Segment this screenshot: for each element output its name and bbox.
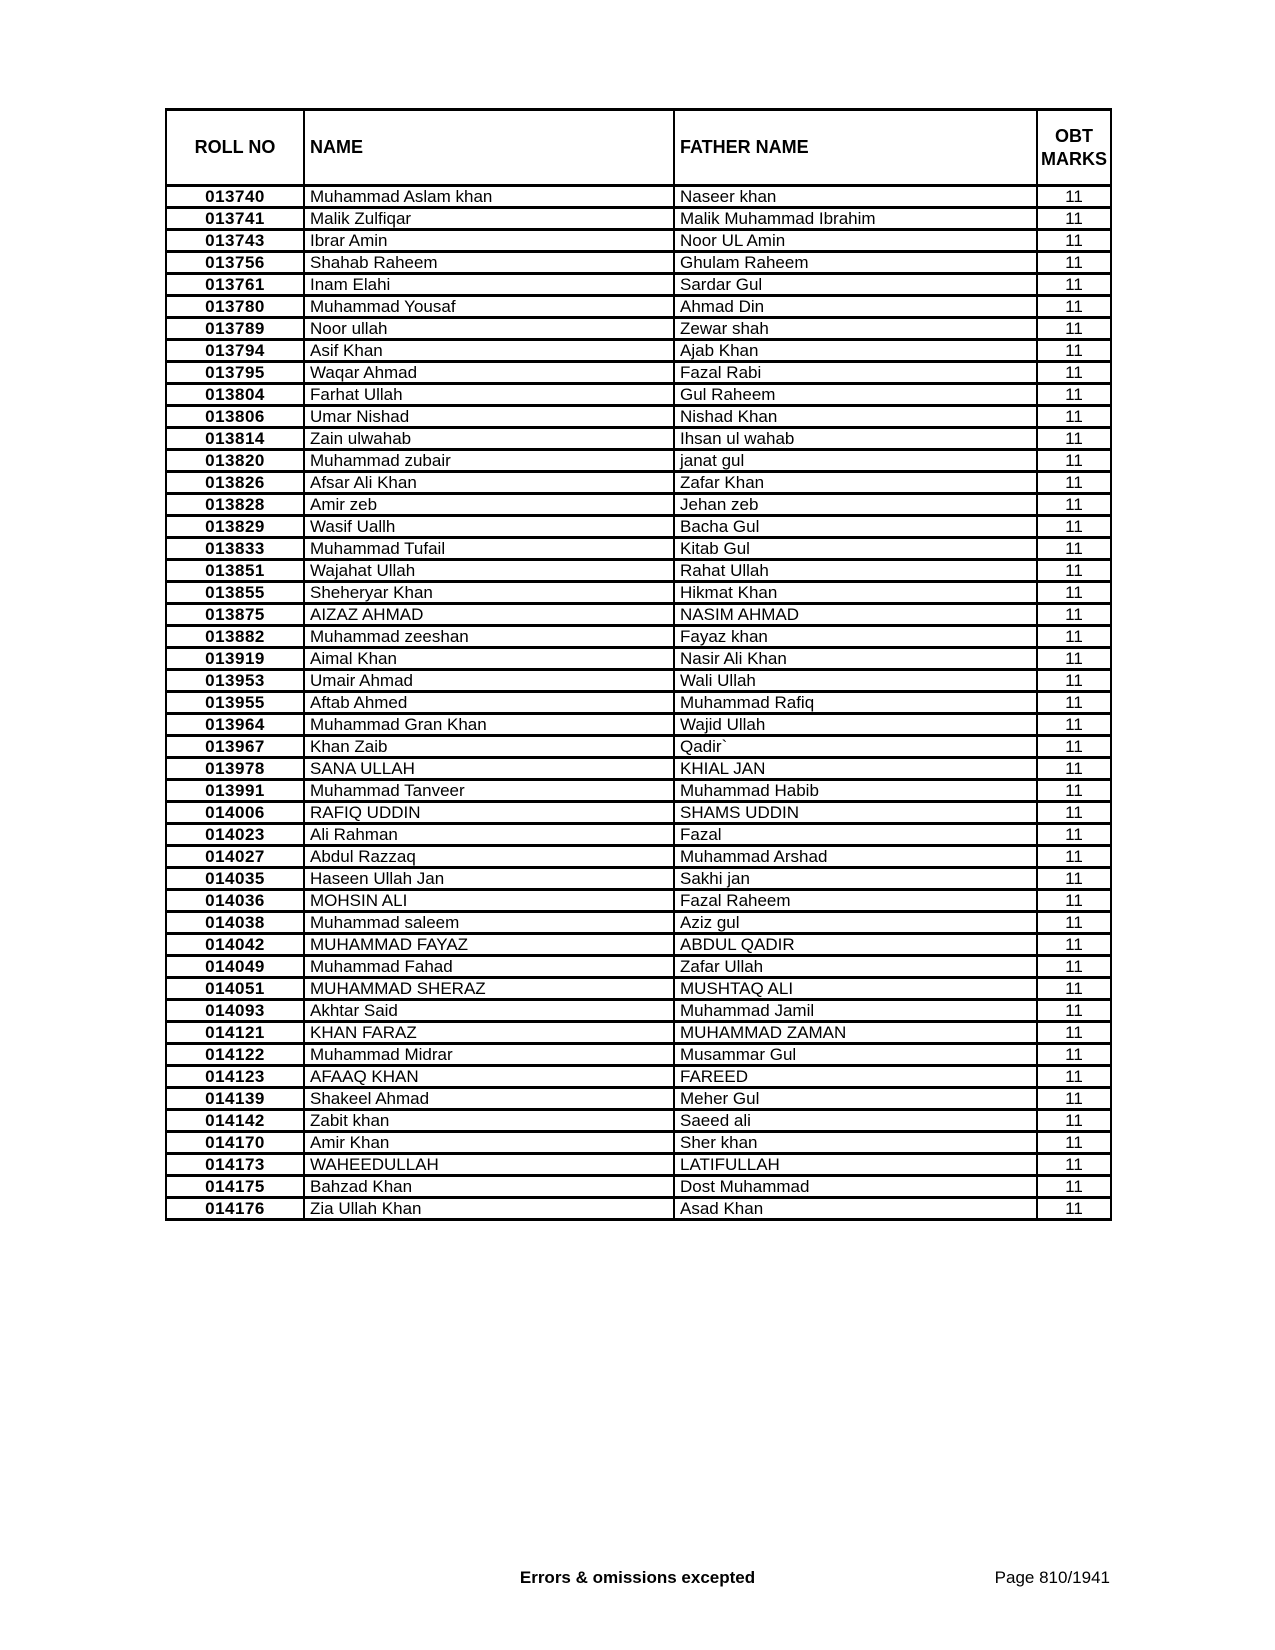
father-name-cell: KHIAL JAN	[674, 758, 1037, 780]
father-name-cell: Qadir`	[674, 736, 1037, 758]
roll-no-cell: 013953	[166, 670, 304, 692]
header-obt-marks-line2: MARKS	[1041, 148, 1107, 169]
name-cell: Muhammad Fahad	[304, 956, 674, 978]
name-cell: MUHAMMAD SHERAZ	[304, 978, 674, 1000]
table-row	[166, 912, 1111, 934]
table-row	[166, 230, 1111, 252]
name-cell: AFAAQ KHAN	[304, 1066, 674, 1088]
obt-marks-cell: 11	[1037, 428, 1111, 450]
obt-marks-cell: 11	[1037, 780, 1111, 802]
roll-no-cell: 014123	[166, 1066, 304, 1088]
obt-marks-cell: 11	[1037, 362, 1111, 384]
table-header-row	[166, 110, 1111, 186]
obt-marks-cell: 11	[1037, 1022, 1111, 1044]
table-row	[166, 714, 1111, 736]
footer-note: Errors & omissions excepted	[519, 1568, 756, 1587]
father-name-cell: janat gul	[674, 450, 1037, 472]
table-row	[166, 274, 1111, 296]
obt-marks-cell: 11	[1037, 824, 1111, 846]
table-row	[166, 362, 1111, 384]
father-name-cell: Muhammad Arshad	[674, 846, 1037, 868]
name-cell: MUHAMMAD FAYAZ	[304, 934, 674, 956]
father-name-cell: Fayaz khan	[674, 626, 1037, 648]
name-cell: Shahab Raheem	[304, 252, 674, 274]
name-cell: Amir zeb	[304, 494, 674, 516]
roll-no-cell: 013851	[166, 560, 304, 582]
name-cell: AIZAZ AHMAD	[304, 604, 674, 626]
roll-no-cell: 014036	[166, 890, 304, 912]
obt-marks-cell: 11	[1037, 648, 1111, 670]
father-name-cell: Sakhi jan	[674, 868, 1037, 890]
roll-no-cell: 014121	[166, 1022, 304, 1044]
roll-no-cell: 013828	[166, 494, 304, 516]
obt-marks-cell: 11	[1037, 274, 1111, 296]
roll-no-cell: 013789	[166, 318, 304, 340]
obt-marks-cell: 11	[1037, 560, 1111, 582]
obt-marks-cell: 11	[1037, 1066, 1111, 1088]
roll-no-cell: 013761	[166, 274, 304, 296]
name-cell: Amir Khan	[304, 1132, 674, 1154]
obt-marks-cell: 11	[1037, 318, 1111, 340]
roll-no-cell: 013855	[166, 582, 304, 604]
roll-no-cell: 014035	[166, 868, 304, 890]
father-name-cell: Sher khan	[674, 1132, 1037, 1154]
obt-marks-cell: 11	[1037, 494, 1111, 516]
name-cell: Muhammad Tanveer	[304, 780, 674, 802]
table-row	[166, 868, 1111, 890]
header-roll-no: ROLL NO	[166, 110, 304, 186]
table-row	[166, 1000, 1111, 1022]
roll-no-cell: 013875	[166, 604, 304, 626]
obt-marks-cell: 11	[1037, 230, 1111, 252]
table-row	[166, 450, 1111, 472]
roll-no-cell: 013967	[166, 736, 304, 758]
name-cell: Bahzad Khan	[304, 1176, 674, 1198]
father-name-cell: Dost Muhammad	[674, 1176, 1037, 1198]
table-row	[166, 516, 1111, 538]
roll-no-cell: 013741	[166, 208, 304, 230]
obt-marks-cell: 11	[1037, 626, 1111, 648]
header-name: NAME	[304, 110, 674, 186]
father-name-cell: Gul Raheem	[674, 384, 1037, 406]
father-name-cell: LATIFULLAH	[674, 1154, 1037, 1176]
header-father-name: FATHER NAME	[674, 110, 1037, 186]
name-cell: Aftab Ahmed	[304, 692, 674, 714]
roll-no-cell: 013919	[166, 648, 304, 670]
name-cell: Noor ullah	[304, 318, 674, 340]
name-cell: Umar Nishad	[304, 406, 674, 428]
name-cell: Zabit khan	[304, 1110, 674, 1132]
name-cell: Inam Elahi	[304, 274, 674, 296]
roll-no-cell: 013740	[166, 186, 304, 208]
name-cell: WAHEEDULLAH	[304, 1154, 674, 1176]
name-cell: Khan Zaib	[304, 736, 674, 758]
table-row	[166, 802, 1111, 824]
father-name-cell: Zewar shah	[674, 318, 1037, 340]
father-name-cell: Wali Ullah	[674, 670, 1037, 692]
name-cell: Muhammad Yousaf	[304, 296, 674, 318]
obt-marks-cell: 11	[1037, 538, 1111, 560]
table-row	[166, 648, 1111, 670]
table-row	[166, 890, 1111, 912]
name-cell: Wajahat Ullah	[304, 560, 674, 582]
father-name-cell: Naseer khan	[674, 186, 1037, 208]
father-name-cell: Muhammad Rafiq	[674, 692, 1037, 714]
father-name-cell: Malik Muhammad Ibrahim	[674, 208, 1037, 230]
father-name-cell: MUSHTAQ ALI	[674, 978, 1037, 1000]
obt-marks-cell: 11	[1037, 1044, 1111, 1066]
table-row	[166, 1110, 1111, 1132]
name-cell: Muhammad saleem	[304, 912, 674, 934]
obt-marks-cell: 11	[1037, 1000, 1111, 1022]
father-name-cell: Nishad Khan	[674, 406, 1037, 428]
father-name-cell: Nasir Ali Khan	[674, 648, 1037, 670]
father-name-cell: Muhammad Jamil	[674, 1000, 1037, 1022]
table-row	[166, 428, 1111, 450]
roll-no-cell: 013991	[166, 780, 304, 802]
obt-marks-cell: 11	[1037, 978, 1111, 1000]
obt-marks-cell: 11	[1037, 758, 1111, 780]
table-row	[166, 846, 1111, 868]
roll-no-cell: 014122	[166, 1044, 304, 1066]
table-row	[166, 956, 1111, 978]
father-name-cell: Sardar Gul	[674, 274, 1037, 296]
roll-no-cell: 014142	[166, 1110, 304, 1132]
name-cell: Muhammad zubair	[304, 450, 674, 472]
roll-no-cell: 014139	[166, 1088, 304, 1110]
name-cell: Aimal Khan	[304, 648, 674, 670]
table-body	[166, 186, 1111, 1220]
father-name-cell: NASIM AHMAD	[674, 604, 1037, 626]
father-name-cell: Muhammad Habib	[674, 780, 1037, 802]
name-cell: Muhammad Tufail	[304, 538, 674, 560]
table-row	[166, 758, 1111, 780]
roll-no-cell: 013780	[166, 296, 304, 318]
roll-no-cell: 013882	[166, 626, 304, 648]
table-row	[166, 494, 1111, 516]
roll-no-cell: 013826	[166, 472, 304, 494]
table-row	[166, 1066, 1111, 1088]
obt-marks-cell: 11	[1037, 802, 1111, 824]
table-row	[166, 604, 1111, 626]
roll-no-cell: 013794	[166, 340, 304, 362]
obt-marks-cell: 11	[1037, 208, 1111, 230]
obt-marks-cell: 11	[1037, 252, 1111, 274]
table-row	[166, 670, 1111, 692]
name-cell: SANA ULLAH	[304, 758, 674, 780]
name-cell: Wasif Uallh	[304, 516, 674, 538]
obt-marks-cell: 11	[1037, 692, 1111, 714]
father-name-cell: Musammar Gul	[674, 1044, 1037, 1066]
roll-no-cell: 014042	[166, 934, 304, 956]
father-name-cell: Hikmat Khan	[674, 582, 1037, 604]
obt-marks-cell: 11	[1037, 956, 1111, 978]
obt-marks-cell: 11	[1037, 934, 1111, 956]
obt-marks-cell: 11	[1037, 846, 1111, 868]
father-name-cell: FAREED	[674, 1066, 1037, 1088]
name-cell: RAFIQ UDDIN	[304, 802, 674, 824]
father-name-cell: Rahat Ullah	[674, 560, 1037, 582]
roll-no-cell: 013756	[166, 252, 304, 274]
roll-no-cell: 013806	[166, 406, 304, 428]
table-row	[166, 406, 1111, 428]
name-cell: KHAN FARAZ	[304, 1022, 674, 1044]
father-name-cell: Wajid Ullah	[674, 714, 1037, 736]
roll-no-cell: 013964	[166, 714, 304, 736]
roll-no-cell: 013814	[166, 428, 304, 450]
father-name-cell: Fazal Raheem	[674, 890, 1037, 912]
obt-marks-cell: 11	[1037, 186, 1111, 208]
table-row	[166, 252, 1111, 274]
table-row	[166, 384, 1111, 406]
name-cell: Waqar Ahmad	[304, 362, 674, 384]
table-row	[166, 978, 1111, 1000]
father-name-cell: Ahmad Din	[674, 296, 1037, 318]
table-row	[166, 780, 1111, 802]
name-cell: Afsar Ali Khan	[304, 472, 674, 494]
roll-no-cell: 014173	[166, 1154, 304, 1176]
name-cell: Sheheryar Khan	[304, 582, 674, 604]
father-name-cell: Fazal Rabi	[674, 362, 1037, 384]
obt-marks-cell: 11	[1037, 450, 1111, 472]
father-name-cell: ABDUL QADIR	[674, 934, 1037, 956]
name-cell: Ali Rahman	[304, 824, 674, 846]
name-cell: Muhammad Aslam khan	[304, 186, 674, 208]
header-obt-marks-line1: OBT	[1055, 126, 1093, 146]
father-name-cell: Fazal	[674, 824, 1037, 846]
results-table	[165, 108, 1112, 1221]
table-row	[166, 1198, 1111, 1220]
obt-marks-cell: 11	[1037, 516, 1111, 538]
roll-no-cell: 013804	[166, 384, 304, 406]
obt-marks-cell: 11	[1037, 604, 1111, 626]
obt-marks-cell: 11	[1037, 582, 1111, 604]
father-name-cell: Meher Gul	[674, 1088, 1037, 1110]
roll-no-cell: 013820	[166, 450, 304, 472]
obt-marks-cell: 11	[1037, 1088, 1111, 1110]
name-cell: Abdul Razzaq	[304, 846, 674, 868]
roll-no-cell: 014175	[166, 1176, 304, 1198]
roll-no-cell: 013978	[166, 758, 304, 780]
obt-marks-cell: 11	[1037, 472, 1111, 494]
table-row	[166, 186, 1111, 208]
table-row	[166, 538, 1111, 560]
father-name-cell: Noor UL Amin	[674, 230, 1037, 252]
obt-marks-cell: 11	[1037, 296, 1111, 318]
obt-marks-cell: 11	[1037, 384, 1111, 406]
name-cell: Muhammad Gran Khan	[304, 714, 674, 736]
roll-no-cell: 013955	[166, 692, 304, 714]
father-name-cell: Zafar Ullah	[674, 956, 1037, 978]
roll-no-cell: 014176	[166, 1198, 304, 1220]
father-name-cell: Saeed ali	[674, 1110, 1037, 1132]
obt-marks-cell: 11	[1037, 1110, 1111, 1132]
page-footer	[165, 1568, 1110, 1594]
name-cell: Ibrar Amin	[304, 230, 674, 252]
name-cell: Umair Ahmad	[304, 670, 674, 692]
roll-no-cell: 013743	[166, 230, 304, 252]
obt-marks-cell: 11	[1037, 912, 1111, 934]
obt-marks-cell: 11	[1037, 1154, 1111, 1176]
obt-marks-cell: 11	[1037, 1132, 1111, 1154]
name-cell: Zain ulwahab	[304, 428, 674, 450]
obt-marks-cell: 11	[1037, 340, 1111, 362]
name-cell: Zia Ullah Khan	[304, 1198, 674, 1220]
name-cell: Farhat Ullah	[304, 384, 674, 406]
footer-page-number: Page 810/1941	[994, 1568, 1110, 1587]
father-name-cell: Aziz gul	[674, 912, 1037, 934]
table-row	[166, 582, 1111, 604]
header-obt-marks	[1037, 110, 1111, 186]
father-name-cell: Bacha Gul	[674, 516, 1037, 538]
name-cell: Muhammad zeeshan	[304, 626, 674, 648]
name-cell: Shakeel Ahmad	[304, 1088, 674, 1110]
table-row	[166, 736, 1111, 758]
name-cell: Muhammad Midrar	[304, 1044, 674, 1066]
name-cell: Asif Khan	[304, 340, 674, 362]
obt-marks-cell: 11	[1037, 1176, 1111, 1198]
father-name-cell: MUHAMMAD ZAMAN	[674, 1022, 1037, 1044]
obt-marks-cell: 11	[1037, 670, 1111, 692]
name-cell: MOHSIN ALI	[304, 890, 674, 912]
obt-marks-cell: 11	[1037, 868, 1111, 890]
obt-marks-cell: 11	[1037, 736, 1111, 758]
table-row	[166, 472, 1111, 494]
father-name-cell: Ihsan ul wahab	[674, 428, 1037, 450]
father-name-cell: SHAMS UDDIN	[674, 802, 1037, 824]
father-name-cell: Asad Khan	[674, 1198, 1037, 1220]
name-cell: Haseen Ullah Jan	[304, 868, 674, 890]
table-row	[166, 1088, 1111, 1110]
father-name-cell: Zafar Khan	[674, 472, 1037, 494]
table-row	[166, 340, 1111, 362]
father-name-cell: Ghulam Raheem	[674, 252, 1037, 274]
table-row	[166, 1132, 1111, 1154]
obt-marks-cell: 11	[1037, 406, 1111, 428]
table-row	[166, 1044, 1111, 1066]
roll-no-cell: 013833	[166, 538, 304, 560]
table-row	[166, 934, 1111, 956]
obt-marks-cell: 11	[1037, 890, 1111, 912]
roll-no-cell: 014027	[166, 846, 304, 868]
roll-no-cell: 014038	[166, 912, 304, 934]
table-row	[166, 626, 1111, 648]
roll-no-cell: 014093	[166, 1000, 304, 1022]
table-row	[166, 1022, 1111, 1044]
roll-no-cell: 014049	[166, 956, 304, 978]
father-name-cell: Ajab Khan	[674, 340, 1037, 362]
father-name-cell: Kitab Gul	[674, 538, 1037, 560]
table-row	[166, 318, 1111, 340]
roll-no-cell: 014006	[166, 802, 304, 824]
roll-no-cell: 013829	[166, 516, 304, 538]
father-name-cell: Jehan zeb	[674, 494, 1037, 516]
table-row	[166, 560, 1111, 582]
name-cell: Malik Zulfiqar	[304, 208, 674, 230]
results-table-container	[165, 108, 1110, 1221]
roll-no-cell: 014170	[166, 1132, 304, 1154]
table-row	[166, 692, 1111, 714]
roll-no-cell: 014051	[166, 978, 304, 1000]
obt-marks-cell: 11	[1037, 714, 1111, 736]
table-row	[166, 1154, 1111, 1176]
roll-no-cell: 014023	[166, 824, 304, 846]
roll-no-cell: 013795	[166, 362, 304, 384]
table-header	[166, 110, 1111, 186]
table-row	[166, 296, 1111, 318]
table-row	[166, 824, 1111, 846]
table-row	[166, 1176, 1111, 1198]
table-row	[166, 208, 1111, 230]
name-cell: Akhtar Said	[304, 1000, 674, 1022]
obt-marks-cell: 11	[1037, 1198, 1111, 1220]
